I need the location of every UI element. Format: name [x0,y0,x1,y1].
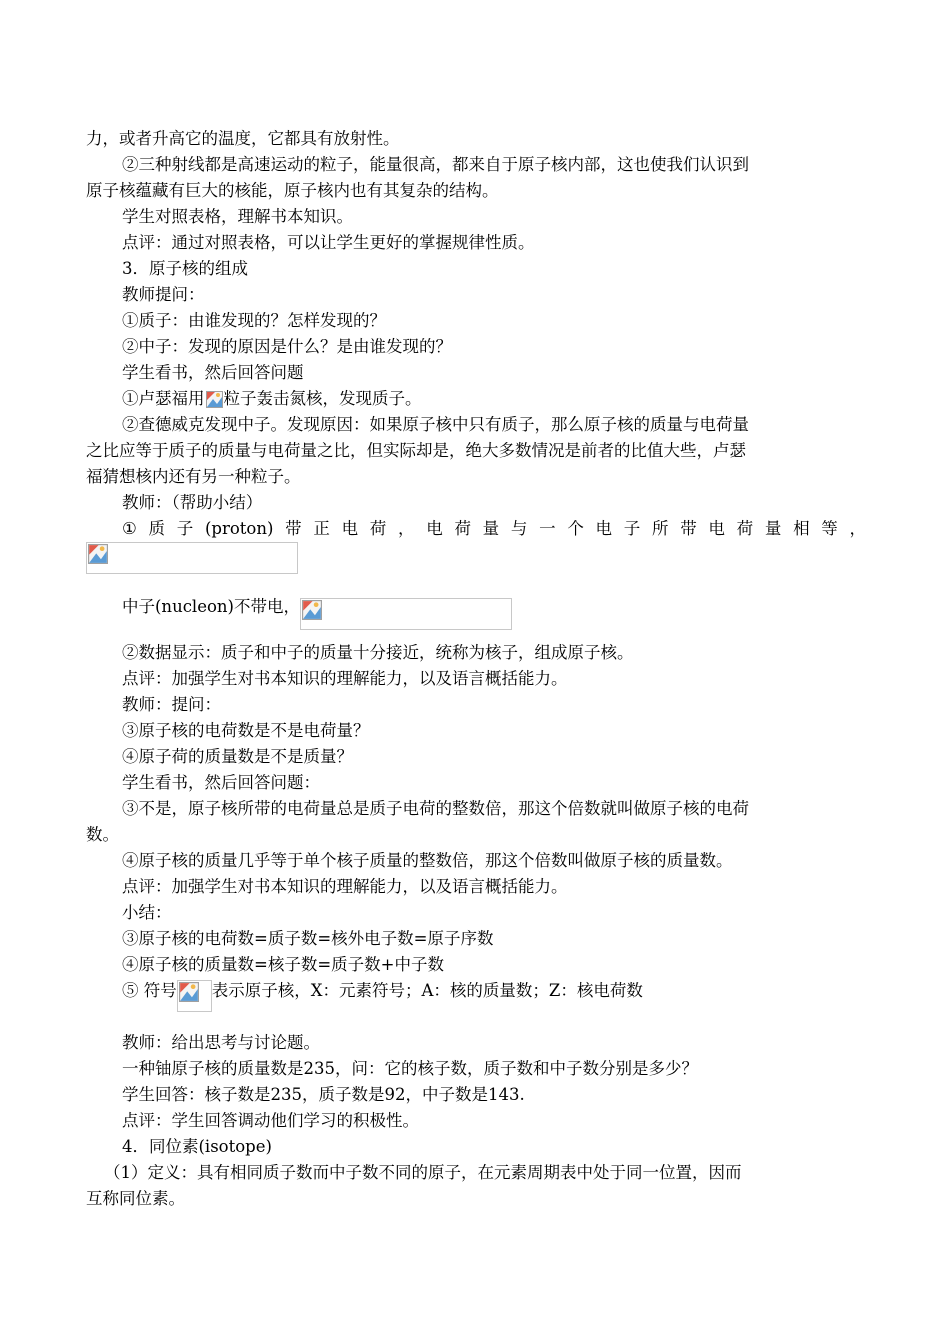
paragraph-line: 互称同位素。 [86,1189,185,1208]
paragraph-line: 学生看书，然后回答问题： [122,773,320,792]
justified-word: ① [122,519,137,538]
justified-word: ， [398,519,415,538]
paragraph-line: 数。 [86,825,119,844]
paragraph-line: ④原子荷的质量数是不是质量？ [122,747,353,766]
paragraph-line: ④原子核的质量数=核子数=质子数+中子数 [122,955,444,974]
justified-word: 电 [426,519,443,538]
paragraph-line: 福猜想核内还有另一种粒子。 [86,467,301,486]
paragraph-line: ③原子核的电荷数=质子数=核外电子数=原子序数 [122,929,494,948]
paragraph-line: 教师提问： [122,285,205,304]
justified-word: 质 [148,519,166,538]
justified-word: 带 [680,519,697,538]
broken-image-icon [205,390,224,409]
paragraph-line: ②三种射线都是高速运动的粒子，能量很高，都来自于原子核内部，这也使我们认识到 [122,155,749,174]
justified-word: 量 [764,519,782,538]
paragraph-line: 点评：加强学生对书本知识的理解能力，以及语言概括能力。 [122,877,568,896]
justified-line [86,516,866,542]
paragraph-line: 学生回答：核子数是235，质子数是92，中子数是143. [122,1085,525,1104]
paragraph-line: （1）定义：具有相同质子数而中子数不同的原子，在元素周期表中处于同一位置，因而 [104,1163,742,1182]
paragraph-line: ②数据显示：质子和中子的质量十分接近，统称为核子，组成原子核。 [122,643,634,662]
paragraph-line: 学生看书，然后回答问题 [122,363,304,382]
line-text: 粒子轰击氮核，发现质子。 [223,389,422,408]
paragraph-line: 教师：（帮助小结） [122,493,263,512]
justified-word: 正 [313,519,330,538]
justified-word: 个 [567,519,584,538]
paragraph-line: ④原子核的质量几乎等于单个核子质量的整数倍，那这个倍数叫做原子核的质量数。 [122,851,733,870]
paragraph-line: 原子核蕴藏有巨大的核能，原子核内也有其复杂的结构。 [86,181,499,200]
paragraph-line: 教师：给出思考与讨论题。 [122,1033,320,1052]
paragraph-line: 点评：通过对照表格，可以让学生更好的掌握规律性质。 [122,233,535,252]
section-heading: 4．同位素(isotope) [122,1137,272,1156]
justified-word: 荷 [736,519,754,538]
justified-word: 电 [595,519,613,538]
paragraph-line: 点评：加强学生对书本知识的理解能力，以及语言概括能力。 [122,669,568,688]
justified-word: 荷 [454,519,471,538]
justified-word: 所 [651,519,669,538]
justified-word: 电 [708,519,725,538]
justified-word: 子 [623,519,641,538]
paragraph-line [86,386,866,412]
section-heading: 3．原子核的组成 [122,259,248,278]
paragraph-line [86,978,866,1022]
broken-image-icon [86,542,298,574]
paragraph-line: 教师：提问： [122,695,221,714]
line-text: 表示原子核，X：元素符号；A：核的质量数；Z：核电荷数 [211,981,643,1000]
paragraph-line: 学生对照表格，理解书本知识。 [122,207,353,226]
line-text: ⑤ 符号 [122,981,177,1000]
paragraph-line [86,594,866,626]
document-body [86,126,866,1212]
paragraph-line: ③原子核的电荷数是不是电荷量？ [122,721,370,740]
justified-word: (proton) [204,519,274,538]
paragraph-line: ①质子：由谁发现的？怎样发现的？ [122,311,386,330]
justified-word: 一 [539,519,556,538]
justified-word: 电 [341,519,359,538]
paragraph-line: ②查德威克发现中子。发现原因：如果原子核中只有质子，那么原子核的质量与电荷量 [122,415,749,434]
paragraph-line: 力，或者升高它的温度，它都具有放射性。 [86,129,400,148]
justified-word: 等 [821,519,838,538]
justified-word: ， [849,519,866,538]
image-row [86,542,866,576]
paragraph-line: ②中子：发现的原因是什么？是由谁发现的？ [122,337,452,356]
line-text: ①卢瑟福用 [122,389,205,408]
justified-word: 带 [285,519,302,538]
broken-image-icon [177,980,212,1012]
justified-word: 相 [793,519,810,538]
justified-word: 量 [482,519,500,538]
justified-word: 子 [176,519,194,538]
paragraph-line: 点评：学生回答调动他们学习的积极性。 [122,1111,419,1130]
paragraph-line: ③不是，原子核所带的电荷量总是质子电荷的整数倍，那这个倍数就叫做原子核的电荷 [122,799,749,818]
justified-word: 荷 [369,519,387,538]
justified-word: 与 [510,519,528,538]
paragraph-line: 小结： [122,903,172,922]
paragraph-line: 之比应等于质子的质量与电荷量之比，但实际却是，绝大多数情况是前者的比值大些，卢瑟 [86,441,746,460]
broken-image-icon [300,598,512,630]
paragraph-line: 一种铀原子核的质量数是235，问：它的核子数，质子数和中子数分别是多少？ [122,1059,698,1078]
line-text: 中子(nucleon)不带电， [122,597,300,616]
